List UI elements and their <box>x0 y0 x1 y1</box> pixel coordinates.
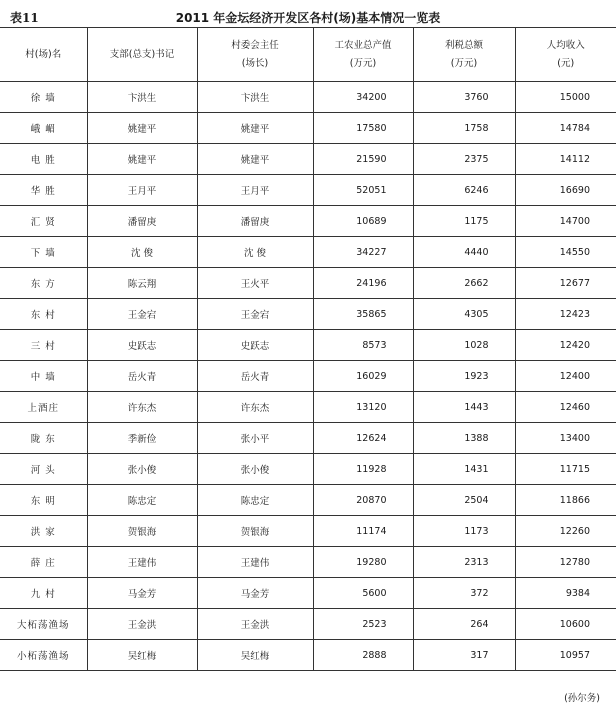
cell-output: 10689 <box>313 206 413 237</box>
cell-tax: 1758 <box>413 113 515 144</box>
cell-output: 21590 <box>313 144 413 175</box>
table-body <box>0 82 616 671</box>
cell-secretary: 贺银海 <box>87 516 197 547</box>
cell-village: 薛 庄 <box>0 547 87 578</box>
cell-village: 华 胜 <box>0 175 87 206</box>
cell-income: 10600 <box>515 609 616 640</box>
table-row <box>0 299 616 330</box>
cell-secretary: 季新俭 <box>87 423 197 454</box>
cell-output: 11928 <box>313 454 413 485</box>
cell-output: 52051 <box>313 175 413 206</box>
cell-secretary: 王金宕 <box>87 299 197 330</box>
cell-secretary: 陈忠定 <box>87 485 197 516</box>
cell-output: 2888 <box>313 640 413 671</box>
cell-secretary: 史跃志 <box>87 330 197 361</box>
cell-director: 卞洪生 <box>197 82 313 113</box>
cell-income: 12460 <box>515 392 616 423</box>
cell-tax: 1431 <box>413 454 515 485</box>
cell-secretary: 卞洪生 <box>87 82 197 113</box>
cell-tax: 264 <box>413 609 515 640</box>
cell-tax: 1028 <box>413 330 515 361</box>
cell-output: 5600 <box>313 578 413 609</box>
cell-income: 13400 <box>515 423 616 454</box>
cell-director: 张小俊 <box>197 454 313 485</box>
cell-secretary: 吴红梅 <box>87 640 197 671</box>
cell-tax: 1175 <box>413 206 515 237</box>
cell-director: 王金洪 <box>197 609 313 640</box>
cell-director: 姚建平 <box>197 113 313 144</box>
cell-village: 小柘荡渔场 <box>0 640 87 671</box>
cell-village: 中 墙 <box>0 361 87 392</box>
header-tax: 利税总额 (万元) <box>413 28 515 82</box>
table-row <box>0 268 616 299</box>
cell-income: 15000 <box>515 82 616 113</box>
cell-tax: 4305 <box>413 299 515 330</box>
table-caption <box>0 6 616 26</box>
cell-tax: 2375 <box>413 144 515 175</box>
cell-tax: 2504 <box>413 485 515 516</box>
table-row <box>0 82 616 113</box>
cell-secretary: 王金洪 <box>87 609 197 640</box>
cell-output: 11174 <box>313 516 413 547</box>
cell-secretary: 姚建平 <box>87 144 197 175</box>
table-row <box>0 113 616 144</box>
cell-director: 沈 俊 <box>197 237 313 268</box>
table-row <box>0 516 616 547</box>
cell-income: 9384 <box>515 578 616 609</box>
cell-secretary: 姚建平 <box>87 113 197 144</box>
table-row <box>0 237 616 268</box>
cell-income: 10957 <box>515 640 616 671</box>
cell-village: 陇 东 <box>0 423 87 454</box>
cell-village: 下 墙 <box>0 237 87 268</box>
cell-director: 马金芳 <box>197 578 313 609</box>
cell-director: 王金宕 <box>197 299 313 330</box>
cell-tax: 2662 <box>413 268 515 299</box>
cell-output: 17580 <box>313 113 413 144</box>
cell-director: 王月平 <box>197 175 313 206</box>
cell-village: 峨 嵋 <box>0 113 87 144</box>
cell-director: 吴红梅 <box>197 640 313 671</box>
table-number: 表11 <box>10 11 39 25</box>
cell-secretary: 潘留庚 <box>87 206 197 237</box>
cell-tax: 6246 <box>413 175 515 206</box>
header-secretary: 支部(总支)书记 <box>87 28 197 82</box>
cell-director: 岳火青 <box>197 361 313 392</box>
cell-village: 东 方 <box>0 268 87 299</box>
cell-output: 34200 <box>313 82 413 113</box>
cell-tax: 3760 <box>413 82 515 113</box>
cell-output: 13120 <box>313 392 413 423</box>
cell-village: 河 头 <box>0 454 87 485</box>
cell-village: 九 村 <box>0 578 87 609</box>
cell-output: 34227 <box>313 237 413 268</box>
table-row <box>0 485 616 516</box>
cell-village: 洪 家 <box>0 516 87 547</box>
cell-income: 12420 <box>515 330 616 361</box>
cell-output: 2523 <box>313 609 413 640</box>
cell-village: 东 明 <box>0 485 87 516</box>
author-credit: (孙尔务) <box>564 693 600 704</box>
cell-village: 徐 墙 <box>0 82 87 113</box>
table-row <box>0 206 616 237</box>
cell-output: 16029 <box>313 361 413 392</box>
cell-output: 12624 <box>313 423 413 454</box>
cell-tax: 2313 <box>413 547 515 578</box>
cell-director: 许东杰 <box>197 392 313 423</box>
cell-village: 三 村 <box>0 330 87 361</box>
cell-secretary: 陈云翔 <box>87 268 197 299</box>
table-row <box>0 578 616 609</box>
cell-director: 史跃志 <box>197 330 313 361</box>
cell-secretary: 王建伟 <box>87 547 197 578</box>
table-title: 2011 年金坛经济开发区各村(场)基本情况一览表 <box>175 11 441 25</box>
cell-director: 姚建平 <box>197 144 313 175</box>
cell-secretary: 沈 俊 <box>87 237 197 268</box>
cell-secretary: 张小俊 <box>87 454 197 485</box>
cell-director: 潘留庚 <box>197 206 313 237</box>
cell-income: 12260 <box>515 516 616 547</box>
cell-director: 张小平 <box>197 423 313 454</box>
cell-secretary: 马金芳 <box>87 578 197 609</box>
cell-tax: 1443 <box>413 392 515 423</box>
cell-village: 大柘荡渔场 <box>0 609 87 640</box>
cell-secretary: 许东杰 <box>87 392 197 423</box>
cell-tax: 317 <box>413 640 515 671</box>
cell-output: 19280 <box>313 547 413 578</box>
cell-income: 11866 <box>515 485 616 516</box>
cell-director: 王火平 <box>197 268 313 299</box>
cell-tax: 1923 <box>413 361 515 392</box>
table-row <box>0 423 616 454</box>
cell-income: 14700 <box>515 206 616 237</box>
cell-village: 上酒庄 <box>0 392 87 423</box>
cell-output: 24196 <box>313 268 413 299</box>
table-row <box>0 609 616 640</box>
cell-output: 20870 <box>313 485 413 516</box>
cell-tax: 1388 <box>413 423 515 454</box>
cell-tax: 1173 <box>413 516 515 547</box>
cell-secretary: 王月平 <box>87 175 197 206</box>
cell-director: 陈忠定 <box>197 485 313 516</box>
table-row <box>0 175 616 206</box>
cell-income: 14784 <box>515 113 616 144</box>
table-row <box>0 547 616 578</box>
cell-income: 16690 <box>515 175 616 206</box>
cell-village: 东 村 <box>0 299 87 330</box>
header-village: 村(场)名 <box>0 28 87 82</box>
table-row <box>0 454 616 485</box>
cell-income: 14550 <box>515 237 616 268</box>
cell-income: 12423 <box>515 299 616 330</box>
cell-income: 12400 <box>515 361 616 392</box>
cell-village: 汇 贤 <box>0 206 87 237</box>
cell-village: 电 胜 <box>0 144 87 175</box>
table-row <box>0 361 616 392</box>
cell-tax: 4440 <box>413 237 515 268</box>
table-row <box>0 330 616 361</box>
table-row <box>0 640 616 671</box>
cell-income: 12677 <box>515 268 616 299</box>
cell-income: 11715 <box>515 454 616 485</box>
cell-output: 8573 <box>313 330 413 361</box>
cell-income: 12780 <box>515 547 616 578</box>
cell-director: 王建伟 <box>197 547 313 578</box>
header-row <box>0 28 616 82</box>
header-income: 人均收入 (元) <box>515 28 616 82</box>
header-director: 村委会主任 (场长) <box>197 28 313 82</box>
header-output: 工农业总产值 (万元) <box>313 28 413 82</box>
cell-output: 35865 <box>313 299 413 330</box>
table-row <box>0 392 616 423</box>
cell-income: 14112 <box>515 144 616 175</box>
village-info-table <box>0 27 616 671</box>
cell-director: 贺银海 <box>197 516 313 547</box>
table-row <box>0 144 616 175</box>
cell-tax: 372 <box>413 578 515 609</box>
cell-secretary: 岳火青 <box>87 361 197 392</box>
